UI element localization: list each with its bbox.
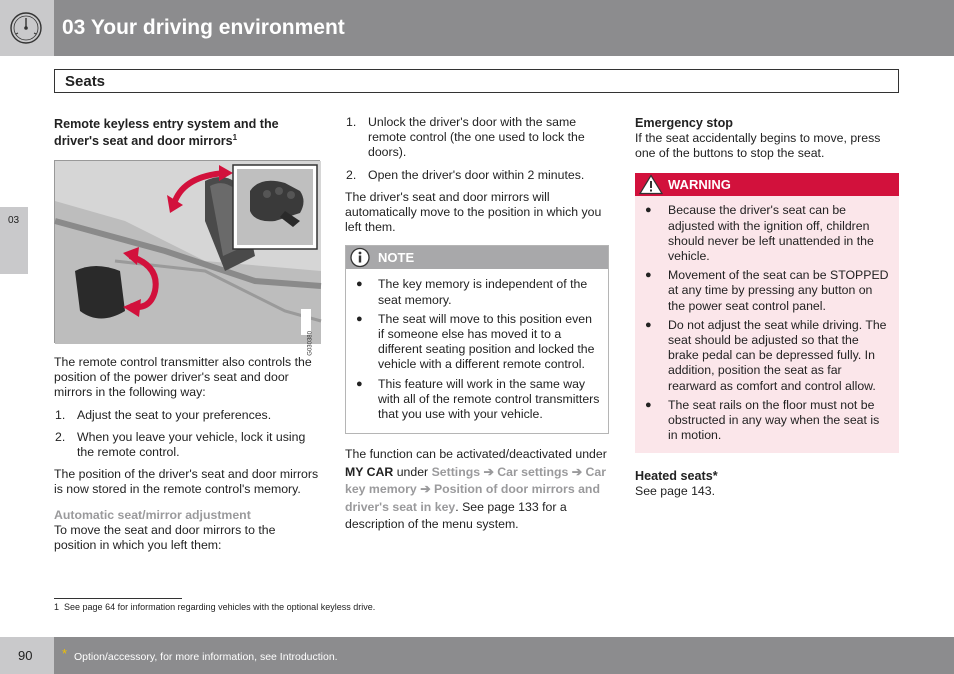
warning-list: [635, 196, 899, 453]
footnote-text: See page 64 for information regarding vehicles with the optional keyless drive.: [64, 602, 376, 612]
page-footer: [0, 637, 954, 674]
list-item: ● The seat rails on the floor must not be obstructed in any way when the seat is in motion.: [645, 397, 880, 443]
bullet: ●: [356, 312, 363, 325]
note-label: NOTE: [378, 250, 415, 266]
car-interior-image: [55, 161, 321, 344]
step-list: [345, 115, 609, 183]
paragraph: If the seat accidentally begins to move, press one of the buttons to stop the seat.: [635, 131, 881, 161]
menu-car-settings: Car settings: [497, 464, 569, 479]
bullet: ●: [356, 278, 363, 291]
section-heading: Emergency stop: [635, 116, 733, 130]
list-item: 1. Unlock the driver's door with the same remote control (the one used to lock the doors).: [346, 115, 585, 160]
paragraph: The driver's seat and door mirrors will automatically move to the position in which you left them.: [345, 189, 602, 235]
list-item: ● Because the driver's seat can be adjusted with the ignition off, children should never be left unattended in the vehicle.: [645, 203, 874, 264]
bullet: ●: [356, 377, 363, 390]
page-number: 90: [18, 648, 33, 663]
note-header: [346, 246, 608, 269]
paragraph: See page 143.: [635, 484, 716, 499]
menu-settings: Settings: [431, 464, 481, 479]
bullet: ●: [645, 269, 652, 282]
warning-box: [635, 173, 899, 453]
option-star: *: [62, 646, 68, 661]
section-title: Seats: [65, 73, 106, 90]
chapter-tab[interactable]: [0, 207, 28, 274]
right-arrow-icon: ➔: [483, 464, 494, 479]
list-item: 2. Open the driver's door within 2 minutes.: [346, 167, 585, 182]
menu-car-key-memory: Car key memory: [345, 464, 606, 497]
page-number-box: [0, 637, 54, 674]
column-1: [54, 116, 320, 560]
bullet: ●: [645, 204, 652, 217]
paragraph: The remote control transmitter also controls the position of the power driver's seat and door mirrors in the following way:: [54, 355, 312, 400]
step-list: [54, 408, 320, 461]
speedometer-icon: [0, 0, 54, 56]
note-box: [345, 245, 609, 434]
section-bar: [54, 69, 899, 93]
list-item: 2. When you leave your vehicle, lock it using the remote control.: [55, 429, 306, 460]
bullet: ●: [645, 318, 652, 331]
column-2: [345, 115, 609, 541]
figure-code: G030380: [308, 331, 314, 356]
footnote: [54, 602, 375, 613]
paragraph: The position of the driver's seat and door mirrors is now stored in the remote control's memory.: [54, 467, 319, 497]
info-icon: [348, 246, 372, 269]
warning-header: [635, 173, 899, 196]
menu-position-option: Position of door mirrors and driver's seat in key: [345, 482, 600, 514]
page-header: [0, 0, 954, 56]
footer-text: Option/accessory, for more information, see Introduction.: [74, 651, 338, 663]
paragraph: To move the seat and door mirrors to the position in which you left them:: [54, 522, 276, 553]
right-arrow-icon: ➔: [420, 482, 431, 497]
section-heading: Heated seats*: [635, 469, 718, 484]
section-heading: Remote keyless entry system and the driver's seat and door mirrors$^1$: [54, 117, 279, 148]
bullet: ●: [645, 398, 652, 411]
chapter-tab-label: 03: [8, 215, 20, 226]
list-item: ● Do not adjust the seat while driving. The seat should be adjusted so that the brake pedal can be depressed fully. In addition, position the seat as far rearward as comfort and control allow.: [645, 317, 887, 393]
footnote-ref[interactable]: 1: [232, 132, 238, 142]
seat-mirror-illustration: [54, 160, 320, 356]
page-title: 03 Your driving environment: [62, 16, 345, 39]
list-item: ● The key memory is independent of the seat memory.: [356, 277, 588, 307]
list-item: 1. Adjust the seat to your preferences.: [55, 407, 272, 422]
right-arrow-icon: ➔: [571, 464, 583, 479]
list-item: ● This feature will work in the same way with all of the remote control transmitters that you use with your vehicle.: [356, 376, 600, 422]
list-item: ● Movement of the seat can be STOPPED at any time by pressing any button on the power seat control panel.: [645, 268, 889, 313]
footnote-number: 1: [54, 602, 60, 612]
warning-triangle-icon: [637, 173, 665, 196]
subheading: Automatic seat/mirror adjustment: [54, 507, 251, 522]
menu-path-paragraph: The function can be activated/deactivated under MY CAR under Settings ➔ Car settings ➔ Car key memory ➔ Position of door mirrors and driver's seat in key. See page 133 for a description of the menu system.: [345, 447, 607, 532]
column-3: [635, 116, 899, 507]
note-list: [346, 269, 608, 433]
list-item: ● The seat will move to this position even if someone else has moved it to a different seating position and locked the vehicle with a different remote control.: [356, 311, 595, 372]
footnote-divider: [54, 598, 182, 599]
warning-label: WARNING: [668, 177, 731, 193]
header-icon-box: [0, 0, 54, 56]
